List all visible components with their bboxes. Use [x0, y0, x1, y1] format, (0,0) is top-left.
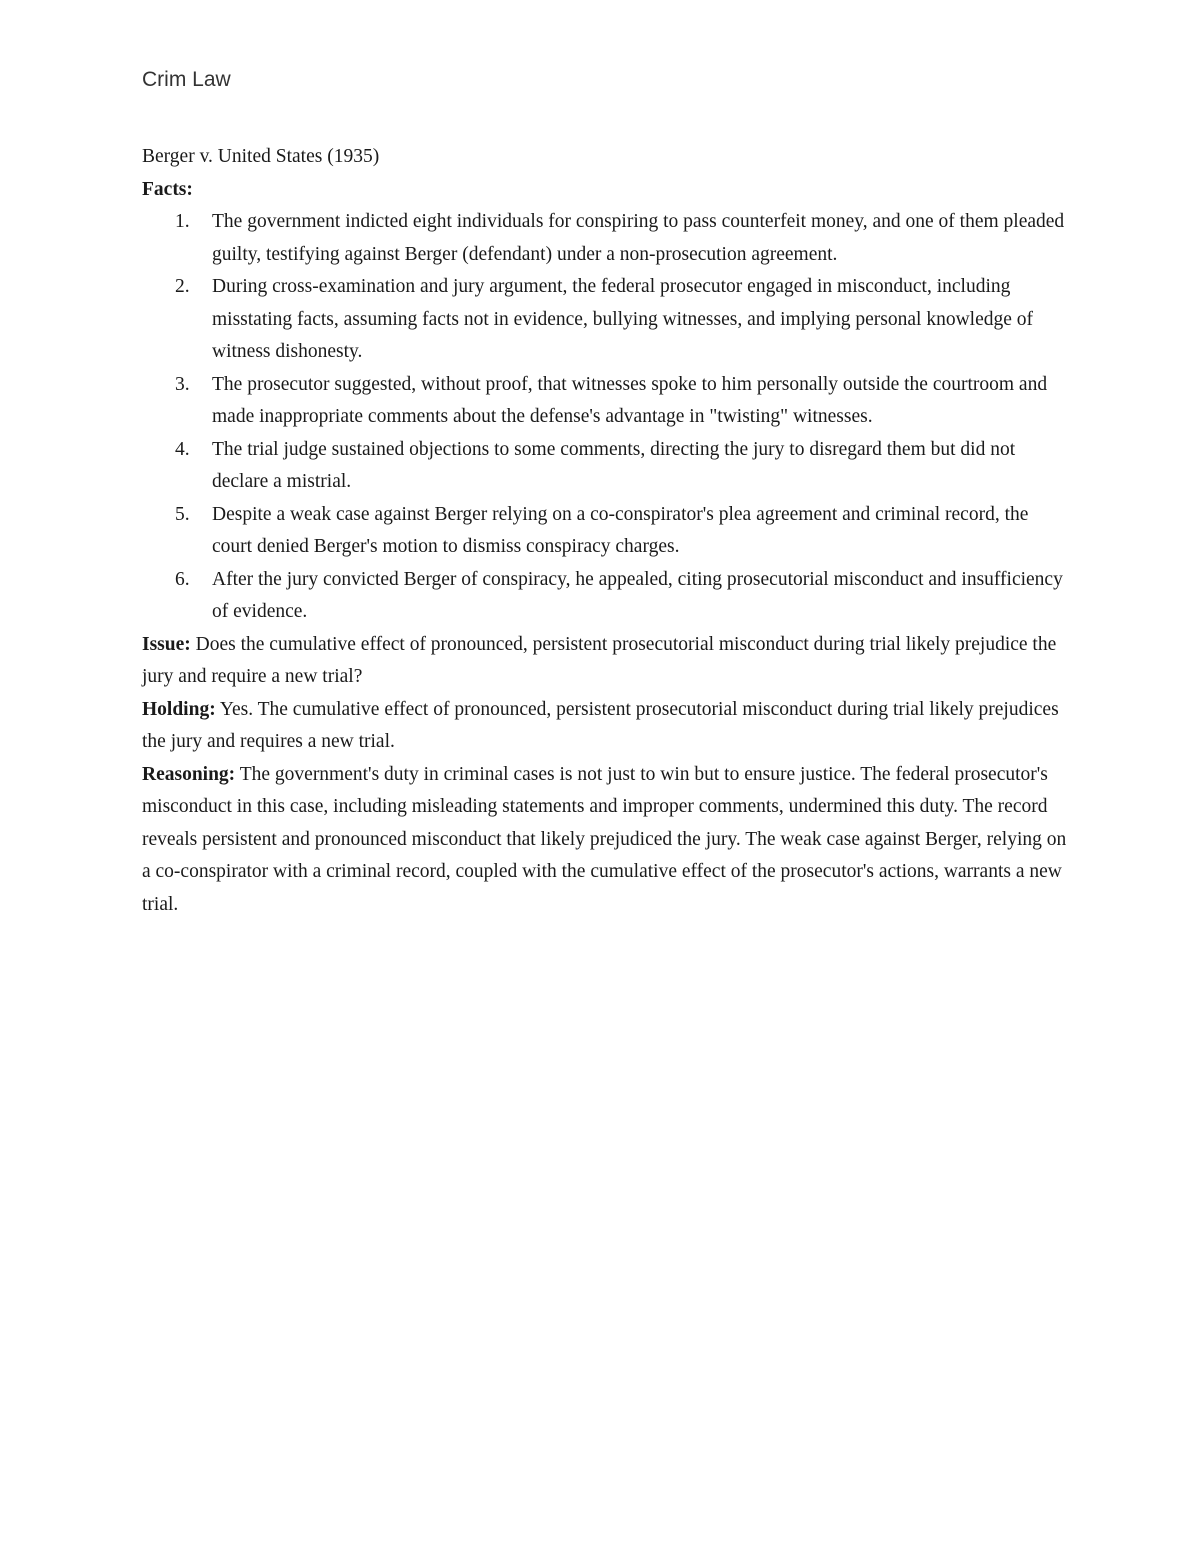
fact-number: 4.	[175, 438, 190, 460]
fact-item	[142, 206, 1072, 271]
facts-list	[142, 206, 1072, 629]
reasoning-label: Reasoning:	[142, 763, 236, 785]
fact-text: The government indicted eight individuals for conspiring to pass counterfeit money, and one of them pleaded guilty, testifying against Berger (defendant) under a non-prosecution agreement.	[212, 211, 1065, 265]
fact-item	[142, 271, 1072, 369]
case-title: Berger v. United States (1935)	[142, 146, 380, 167]
fact-number: 3.	[175, 373, 190, 395]
fact-number: 5.	[175, 503, 190, 525]
issue-label: Issue:	[142, 633, 191, 655]
holding-section	[142, 694, 1072, 759]
fact-item	[142, 369, 1072, 434]
issue-section	[142, 629, 1072, 694]
fact-number: 1.	[175, 211, 190, 232]
facts-label: Facts:	[142, 178, 193, 200]
fact-number: 2.	[175, 276, 190, 297]
fact-text: During cross-examination and jury argument, the federal prosecutor engaged in misconduct, including misstating facts, assuming facts not in evidence, bullying witnesses, and implying personal knowledge of witness dishonesty.	[212, 276, 1034, 362]
document-body	[142, 141, 1072, 921]
fact-item	[142, 499, 1072, 564]
fact-number: 6.	[175, 568, 190, 590]
fact-text: Despite a weak case against Berger relying on a co-conspirator's plea agreement and criminal record, the court denied Berger's motion to dismiss conspiracy charges.	[212, 503, 1029, 557]
holding-text: Yes. The cumulative effect of pronounced, persistent prosecutorial misconduct during trial likely prejudices the jury and requires a new trial.	[142, 698, 1059, 752]
holding-label: Holding:	[142, 698, 216, 720]
page-header-title: Crim Law	[142, 68, 231, 91]
reasoning-text: The government's duty in criminal cases is not just to win but to ensure justice. The federal prosecutor's misconduct in this case, including misleading statements and improper comments, undermined this duty. The record reveals persistent and pronounced misconduct that likely prejudiced the jury. The weak case against Berger, relying on a co-conspirator with a criminal record, coupled with the cumulative effect of the prosecutor's actions, warrants a new trial.	[142, 763, 1067, 915]
facts-heading	[142, 174, 1072, 207]
issue-text: Does the cumulative effect of pronounced, persistent prosecutorial misconduct during trial likely prejudice the jury and require a new trial?	[142, 633, 1057, 687]
fact-item	[142, 434, 1072, 499]
fact-item	[142, 564, 1072, 629]
fact-text: The prosecutor suggested, without proof, that witnesses spoke to him personally outside the courtroom and made inappropriate comments about the defense's advantage in "twisting" witnesses.	[212, 373, 1048, 427]
reasoning-section	[142, 759, 1072, 922]
fact-text: After the jury convicted Berger of conspiracy, he appealed, citing prosecutorial misconduct and insufficiency of evidence.	[212, 568, 1063, 622]
fact-text: The trial judge sustained objections to some comments, directing the jury to disregard them but did not declare a mistrial.	[212, 438, 1016, 492]
